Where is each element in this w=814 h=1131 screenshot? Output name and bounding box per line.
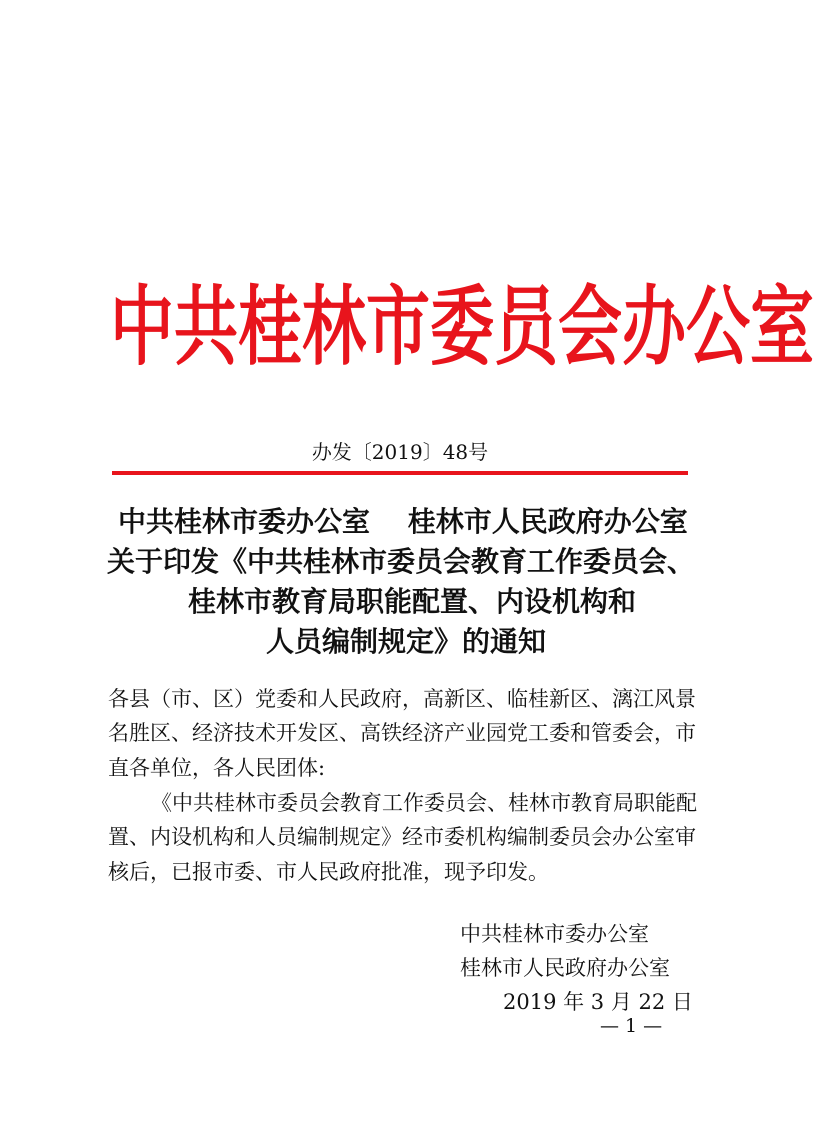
red-masthead-title [110,275,814,380]
masthead-char: 林 [302,277,366,378]
body-line: 各县（市、区）党委和人民政府，高新区、临桂新区、漓江风景 [108,687,696,711]
title-line: 中共桂林市委办公室 桂林市人民政府办公室 [118,505,688,538]
signature-org: 桂林市人民政府办公室 [460,956,670,980]
title-line: 关于印发《中共桂林市委员会教育工作委员会、 [107,545,696,578]
body-line: 名胜区、经济技术开发区、高铁经济产业园党工委和管委会，市 [108,721,696,745]
body-line: 置、内设机构和人员编制规定》经市委机构编制委员会办公室审 [108,825,696,849]
masthead-char: 会 [558,277,622,378]
masthead-char: 委 [430,277,494,378]
signature-org: 中共桂林市委办公室 [460,922,649,946]
body-line: 核后，已报市委、市人民政府批准，现予印发。 [108,860,549,884]
masthead-char: 办 [622,277,686,378]
masthead-char: 共 [174,277,238,378]
masthead-char: 中 [110,277,174,378]
body-line: 《中共桂林市委员会教育工作委员会、桂林市教育局职能配 [151,791,697,815]
masthead-char: 桂 [238,277,302,378]
body-line: 直各单位，各人民团体: [108,756,326,780]
masthead-char: 室 [750,277,814,378]
title-line: 桂林市教育局职能配置、内设机构和 [188,585,637,618]
red-separator-line [112,471,688,475]
title-line: 人员编制规定》的通知 [266,625,547,658]
masthead-char: 市 [366,277,430,378]
signature-date: 2019 年 3 月 22 日 [503,990,693,1014]
document-number: 办发〔2019〕48号 [311,440,489,464]
page-number: — 1 — [600,1015,663,1037]
masthead-char: 员 [494,277,558,378]
masthead-char: 公 [686,277,750,378]
